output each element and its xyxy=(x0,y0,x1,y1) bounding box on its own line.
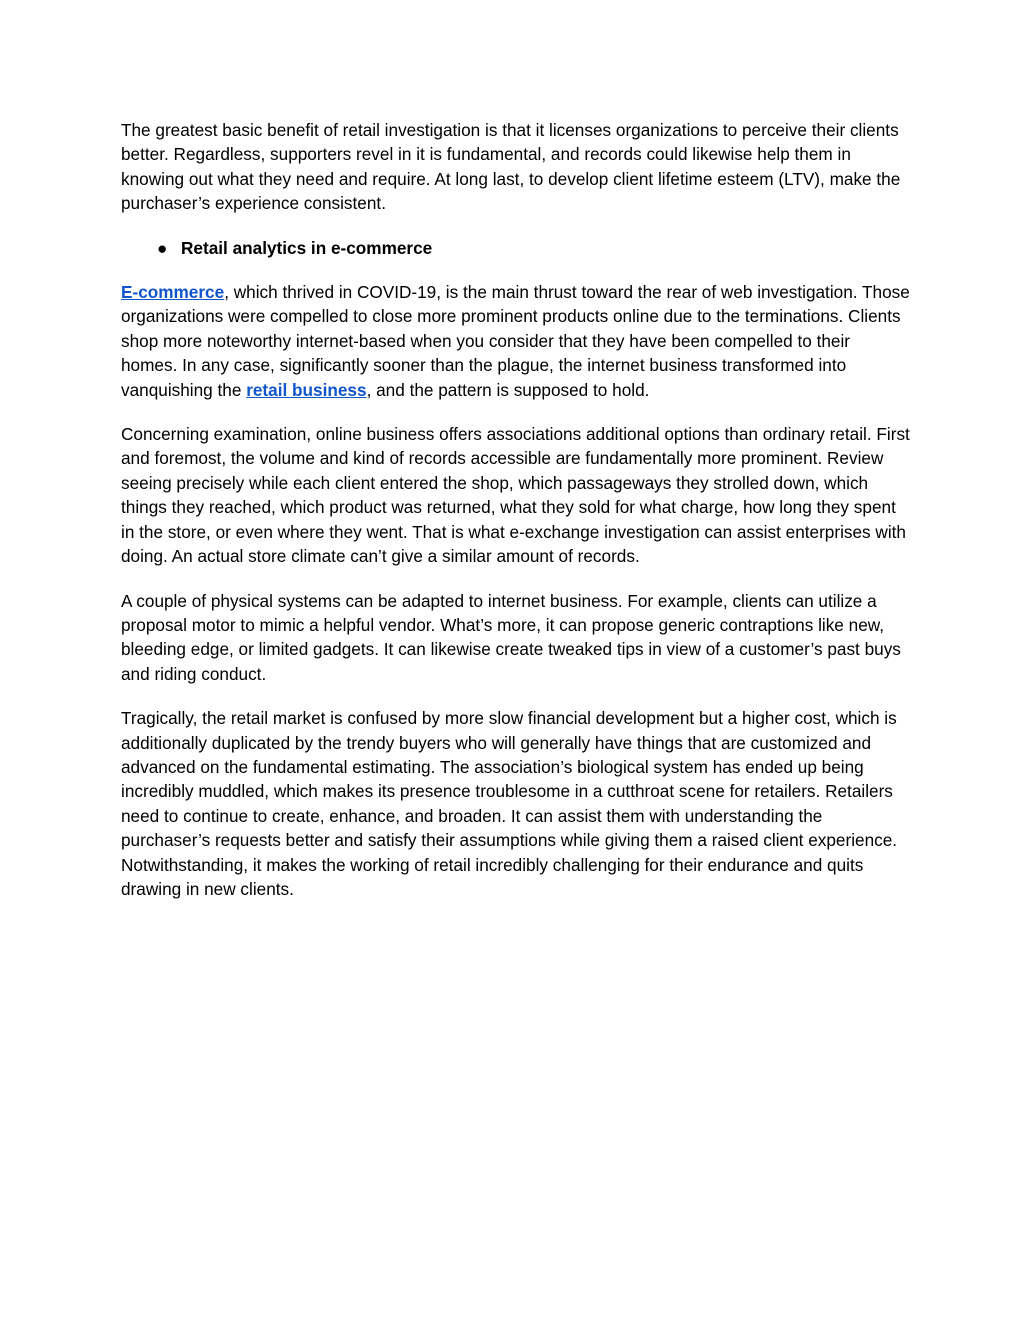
retail-business-link[interactable]: retail business xyxy=(246,379,367,400)
document-page xyxy=(121,118,911,921)
paragraph-ecommerce-text-a: , which thrived in COVID-19, is the main thrust toward the rear of web investigation. Those organizations were compelled to close more prominent products online due to the terminations. Clients shop more noteworthy internet-based when you consider that they have been compelled to their homes. In any case, significantly sooner than the plague, the internet business transformed into vanquishing the xyxy=(121,282,910,400)
paragraph-physical-systems: A couple of physical systems can be adapted to internet business. For example, clients can utilize a proposal motor to mimic a helpful vendor. What’s more, it can propose generic contraptions like new, bleeding edge, or limited gadgets. It can likewise create tweaked tips in view of a customer’s past buys and riding conduct. xyxy=(121,590,901,684)
paragraph-intro: The greatest basic benefit of retail investigation is that it licenses organizations to perceive their clients better. Regardless, supporters revel in it is fundamental, and records could likewise help them in knowing out what they need and require. At long last, to develop client lifetime esteem (LTV), make the purchaser’s experience consistent. xyxy=(121,120,901,214)
ecommerce-link[interactable]: E-commerce xyxy=(121,282,225,303)
bullet-item xyxy=(121,236,911,260)
paragraph-retail-market: Tragically, the retail market is confused by more slow financial development but a higher cost, which is additionally duplicated by the trendy buyers who will generally have things that are customized and advanced on the fundamental estimating. The association’s biological system has ended up being incredibly muddled, which makes its presence troublesome in a cutthroat scene for retailers. Retailers need to continue to create, enhance, and broaden. It can assist them with understanding the purchaser’s requests better and satisfy their assumptions while giving them a raised client experience. Notwithstanding, it makes the working of retail incredibly challenging for their endurance and quits drawing in new clients. xyxy=(121,708,898,899)
paragraph-examination: Concerning examination, online business offers associations additional options than ordinary retail. First and foremost, the volume and kind of records accessible are fundamentally more prominent. Review seeing precisely while each client entered the shop, which passageways they strolled down, which things they reached, which product was returned, what they sold for what charge, how long they spent in the store, or even where they went. That is what e-exchange investigation can assist enterprises with doing. An actual store climate can’t give a similar amount of records. xyxy=(121,424,910,567)
paragraph-ecommerce xyxy=(121,280,911,402)
section-heading: Retail analytics in e-commerce xyxy=(181,237,433,258)
paragraph-ecommerce-text-b: , and the pattern is supposed to hold. xyxy=(366,379,650,400)
bullet-icon: ● xyxy=(157,237,168,258)
